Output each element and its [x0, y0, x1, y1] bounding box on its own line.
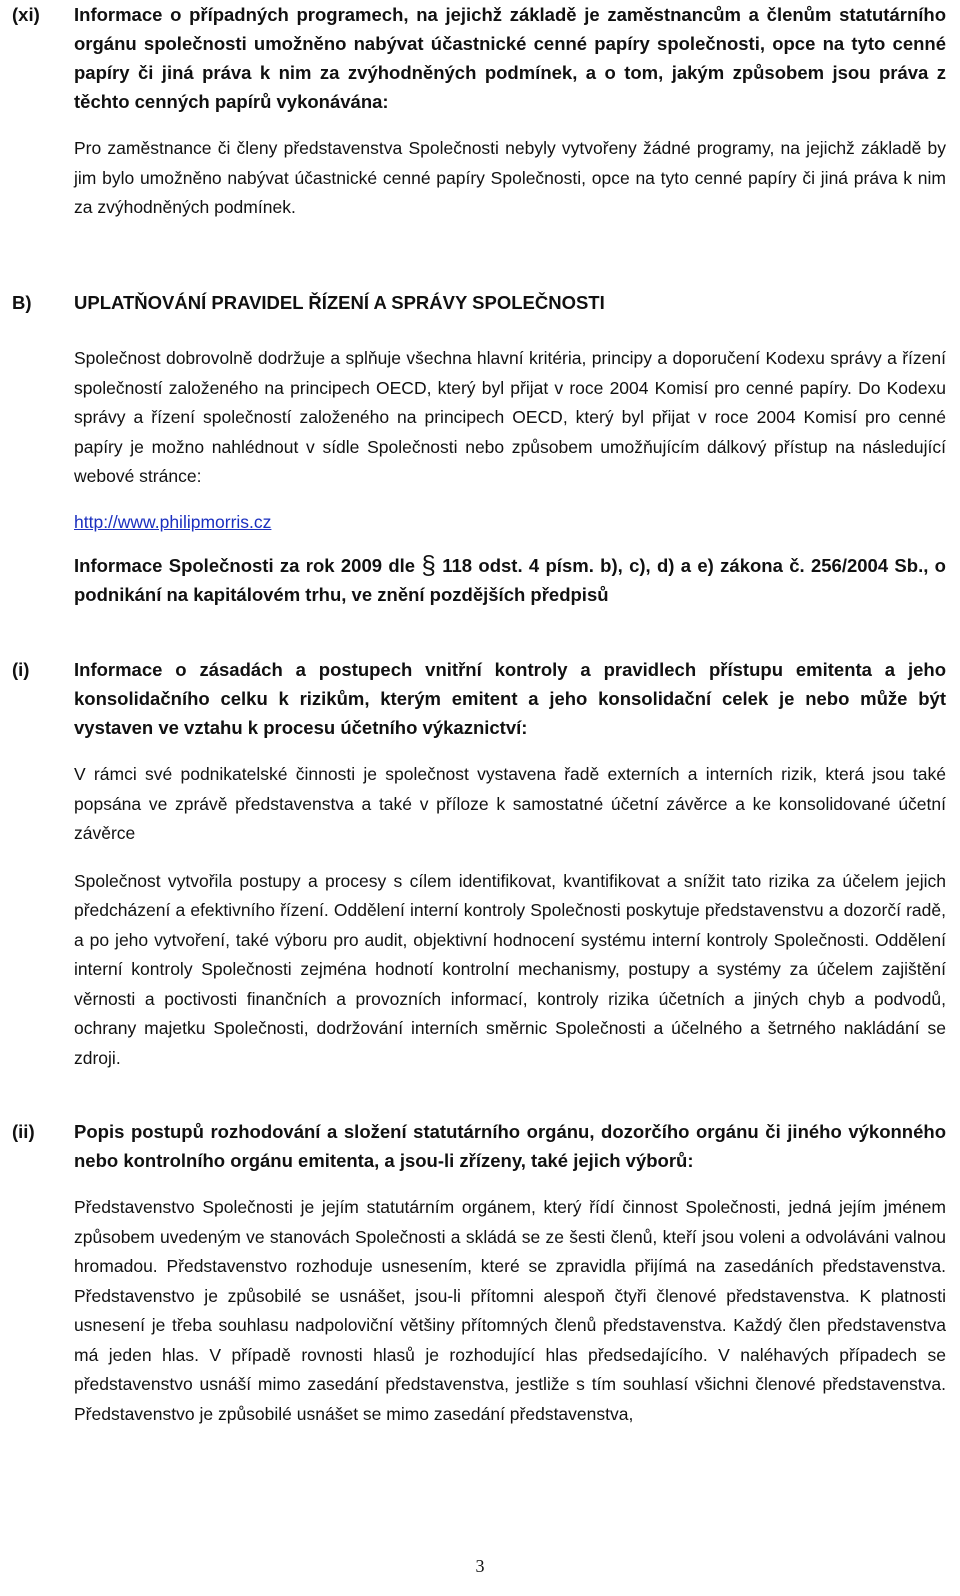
section-content — [74, 655, 946, 1073]
info-heading — [74, 551, 946, 609]
section-body-1: V rámci své podnikatelské činnosti je společnost vystavena řadě externích a interních rizik, která jsou také popsána ve zprávě představenstva a také v příloze k samostatné účetní závěrce a ke konsolidované účetní závěrce — [74, 764, 946, 843]
info-heading-part1: Informace Společnosti za rok 2009 dle — [74, 555, 416, 576]
section-sign: § — [421, 550, 436, 580]
section-heading: UPLATŇOVÁNÍ PRAVIDEL ŘÍZENÍ A SPRÁVY SPOLEČNOSTI — [74, 292, 605, 313]
section-body: Představenstvo Společnosti je jejím statutárním orgánem, který řídí činnost Společnosti, jedná jejím jménem způsobem uvedeným ve stanovách Společnosti a skládá se ze šesti členů, kteří jsou voleni a odvoláváni valnou hromadou. Představenstvo rozhoduje usnesením, které se zpravidla přijímá na zasedáních představenstva. Představenstvo je způsobilé se usnášet, jsou-li přítomni alespoň čtyři členové představenstva. K platnosti usnesení je třeba souhlasu nadpoloviční většiny přítomných členů představenstva. Každý člen představenstva má jeden hlas. V případě rovnosti hlasů je rozhodující hlas předsedajícího. V naléhavých případech se představenstvo usnáší mimo zasedání představenstva, jestliže s tím souhlasí všichni členové představenstva. Představenstvo je způsobilé usnášet se mimo zasedání představenstva, — [74, 1197, 946, 1424]
info-heading-part3: , o podnikání na kapitálovém trhu, ve znění pozdějších předpisů — [74, 555, 946, 605]
page-number: 3 — [475, 1556, 485, 1576]
section-content — [74, 288, 946, 609]
website-link[interactable]: http://www.philipmorris.cz — [74, 511, 272, 532]
section-label: (xi) — [12, 4, 40, 25]
section-content — [74, 0, 946, 223]
section-label: (ii) — [12, 1121, 35, 1142]
section-content — [74, 1117, 946, 1429]
section-body: Společnost dobrovolně dodržuje a splňuje všechna hlavní kritéria, principy a doporučení Kodexu správy a řízení společností založeného na principech OECD, který byl přijat v roce 2004 Komisí pro cenné papíry. Do Kodexu správy a řízení společností založeného na principech OECD, který byl přijat v roce 2004 Komisí pro cenné papíry je možno nahlédnout v sídle Společnosti nebo způsobem umožňujícím dálkový přístup na následující webové stránce: — [74, 348, 946, 486]
section-body: Pro zaměstnance či členy představenstva Společnosti nebyly vytvořeny žádné programy, na jejichž základě by jim bylo umožněno nabývat účastnické cenné papíry Společnosti, opce na tyto cenné papíry či jiná práva k nim za zvýhodněných podmínek. — [74, 138, 946, 217]
section-heading: Popis postupů rozhodování a složení statutárního orgánu, dozorčího orgánu či jiného výkonného nebo kontrolního orgánu emitenta, a jsou-li zřízeny, také jejich výborů: — [74, 1121, 946, 1171]
section-heading: Informace o zásadách a postupech vnitřní kontroly a pravidlech přístupu emitenta a jeho konsolidačního celku k rizikům, kterým emitent a jeho konsolidační celek je nebo může být vystaven ve vztahu k procesu účetního výkaznictví: — [74, 659, 946, 738]
section-heading: Informace o případných programech, na jejichž základě je zaměstnancům a členům statutárního orgánu společnosti umožněno nabývat účastnické cenné papíry společnosti, opce na tyto cenné papíry či jiná práva k nim za zvýhodněných podmínek, a o tom, jakým způsobem jsou práva z těchto cenných papírů vykonávána: — [74, 4, 946, 112]
section-label: B) — [12, 292, 32, 313]
section-body-2: Společnost vytvořila postupy a procesy s cílem identifikovat, kvantifikovat a snížit tato rizika za účelem jejich předcházení a efektivního řízení. Oddělení interní kontroly Společnosti poskytuje představenstvu a dozorčí radě, a po jeho vytvoření, také výboru pro audit, objektivní hodnocení systému interní kontroly Společnosti. Oddělení interní kontroly Společnosti zejména hodnotí kontrolní mechanismy, postupy a systémy za účelem zajištění věrnosti a poctivosti finančních a provozních informací, kontroly rizika účetních a jiných chyb a podvodů, ochrany majetku Společnosti, dodržování interních směrnic Společnosti a účelného a šetrného nakládání se zdroji. — [74, 870, 946, 1068]
section-label: (i) — [12, 659, 30, 680]
info-heading-part2: 118 odst. 4 písm. b), c), d) a e) zákona č. 256/2004 Sb. — [442, 555, 924, 576]
